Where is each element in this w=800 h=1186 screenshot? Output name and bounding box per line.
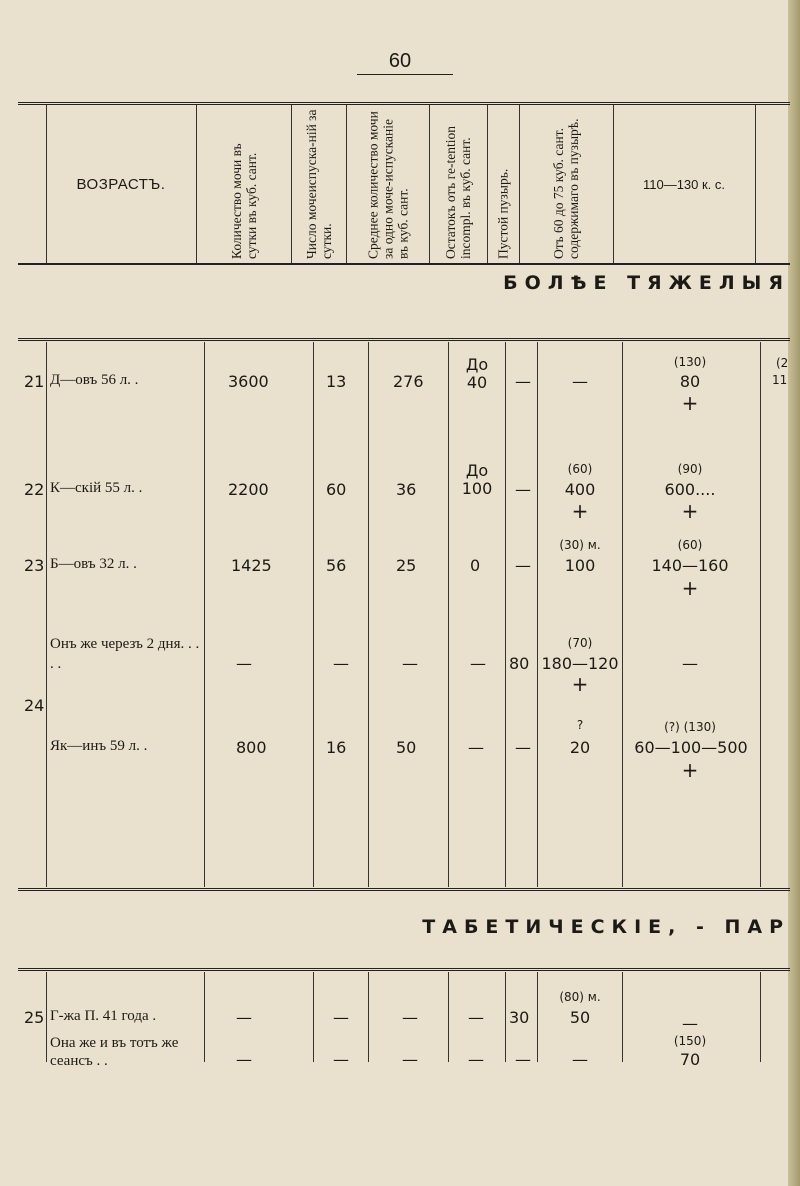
col-divider [204,342,205,887]
header-110-130: 110—130 к. с. [613,104,755,265]
cell-urine: 2200 [228,480,269,499]
col-divider [760,972,761,1062]
cell-count: 56 [326,556,347,575]
section-rule [18,968,790,971]
cell-60-75: 400 [564,480,596,499]
section-rule [18,888,790,891]
cell-count: — [333,654,349,673]
cell-60-note: ? [576,718,584,732]
col-divider [313,342,314,887]
header-avg-per-urination: Среднее количество мочи за одно моче-испусканіе въ куб. сант. [365,111,410,259]
row-name: Д—овъ 56 л. . [50,372,139,388]
header-urinations-per-day: Число мочеиспуска-ній за сутки. [303,109,334,259]
cell-110-note: (60) [677,538,703,552]
row-name: Г-жа П. 41 года . [50,1008,157,1024]
cell-avg: 50 [396,738,417,757]
row-name: Б—овъ 32 л. . [50,556,137,572]
col-divider [505,972,506,1062]
cell-urine: — [236,1050,252,1069]
plus-mark: + [681,499,699,523]
cell-empty: — [515,480,531,499]
col-divider [760,342,761,887]
plus-mark: + [571,672,589,696]
cell-60-note: (70) [567,636,593,650]
header-residual: Остатокъ отъ ге-tention incompl. въ куб. сант. [443,125,473,259]
cell-avg: — [402,1050,418,1069]
col-divider [46,972,47,1062]
page-number-rule [357,74,453,75]
header-urine-per-day: Количество мочи въ сутки въ куб. сант. [228,143,259,259]
cell-count: — [333,1008,349,1027]
cell-110-130: 60—100—500 [634,738,748,757]
col-divider [204,972,205,1062]
cell-avg: — [402,1008,418,1027]
cell-110-note: (?) (130) [664,720,716,734]
cell-empty: — [515,1050,531,1069]
cell-60-note: (60) [567,462,593,476]
cell-110-130: 80 [679,372,701,391]
cell-60-note: (80) м. [559,990,601,1004]
cell-empty: 30 [509,1008,530,1027]
cell-empty: — [515,372,531,391]
col-divider [368,972,369,1062]
cell-residual: — [468,1050,484,1069]
cell-urine: 800 [236,738,267,757]
row-name: Она же и въ тотъ же сеансъ . . [50,1035,179,1069]
cell-urine: — [236,654,252,673]
cell-110-130: — [682,1014,698,1033]
cell-count: — [333,1050,349,1069]
cell-avg: — [402,654,418,673]
row-number: 24 [24,696,45,715]
row-name: Онъ же черезъ 2 дня. . . . . [50,636,200,672]
cell-avg: 25 [396,556,417,575]
cell-110-130: 70 [679,1050,701,1069]
cell-110-130: — [682,654,698,673]
cell-110-note: (130) [673,355,707,369]
col-divider [537,972,538,1062]
table-header [18,102,790,265]
cell-60-75: 50 [569,1008,591,1027]
section-rule [18,338,790,341]
header-60-75: Отъ 60 до 75 куб. сант. содержимаго въ пузырѣ. [551,118,581,259]
cell-residual: 0 [470,556,481,575]
cell-count: 16 [326,738,347,757]
cell-60-75: — [572,372,588,391]
cell-avg: 36 [396,480,417,499]
cell-edge: 11 [772,373,788,387]
cell-urine: — [236,1008,252,1027]
cell-urine: 1425 [231,556,272,575]
plus-mark: + [571,499,589,523]
header-age: ВОЗРАСТЪ. [46,104,196,265]
plus-mark: + [681,391,699,415]
cell-60-75: 180—120 [541,654,619,673]
section-title-tabetic: ТАБЕТИЧЕСКІЕ, - ПАР [422,916,790,938]
cell-count: 13 [326,372,347,391]
cell-residual: До 40 [465,355,489,392]
header-empty-bladder: Пустой пузырь. [495,168,511,259]
col-divider [313,972,314,1062]
row-number: 21 [24,372,45,391]
cell-residual: — [468,1008,484,1027]
col-divider [505,342,506,887]
cell-residual: До 100 [461,461,493,498]
cell-empty: — [515,556,531,575]
cell-count: 60 [326,480,347,499]
cell-avg: 276 [393,372,424,391]
cell-110-note: (90) [677,462,703,476]
cell-60-note: (30) м. [559,538,601,552]
row-name: К—скій 55 л. . [50,480,143,496]
row-number: 22 [24,480,45,499]
col-divider [448,972,449,1062]
col-divider [622,342,623,887]
cell-empty: 80 [509,654,530,673]
cell-60-75: 100 [564,556,596,575]
row-number: 25 [24,1008,45,1027]
plus-mark: + [681,576,699,600]
cell-urine: 3600 [228,372,269,391]
row-number: 23 [24,556,45,575]
cell-110-130: 140—160 [651,556,729,575]
col-divider [537,342,538,887]
col-divider [448,342,449,887]
cell-110-note: (150) [673,1034,707,1048]
col-divider [46,342,47,887]
cell-60-75: — [572,1050,588,1069]
col-divider [622,972,623,1062]
plus-mark: + [681,758,699,782]
cell-60-75: 20 [569,738,591,757]
section-title-severe: БОЛѢЕ ТЯЖЕЛЫЯ [503,272,790,294]
cell-110-130: 600.... [664,480,716,499]
cell-residual: — [468,738,484,757]
cell-edge-note: (2 [776,356,789,370]
cell-residual: — [470,654,486,673]
cell-empty: — [515,738,531,757]
row-name: Як—инъ 59 л. . [50,738,148,754]
page-number: 60 [388,50,412,72]
col-divider [368,342,369,887]
